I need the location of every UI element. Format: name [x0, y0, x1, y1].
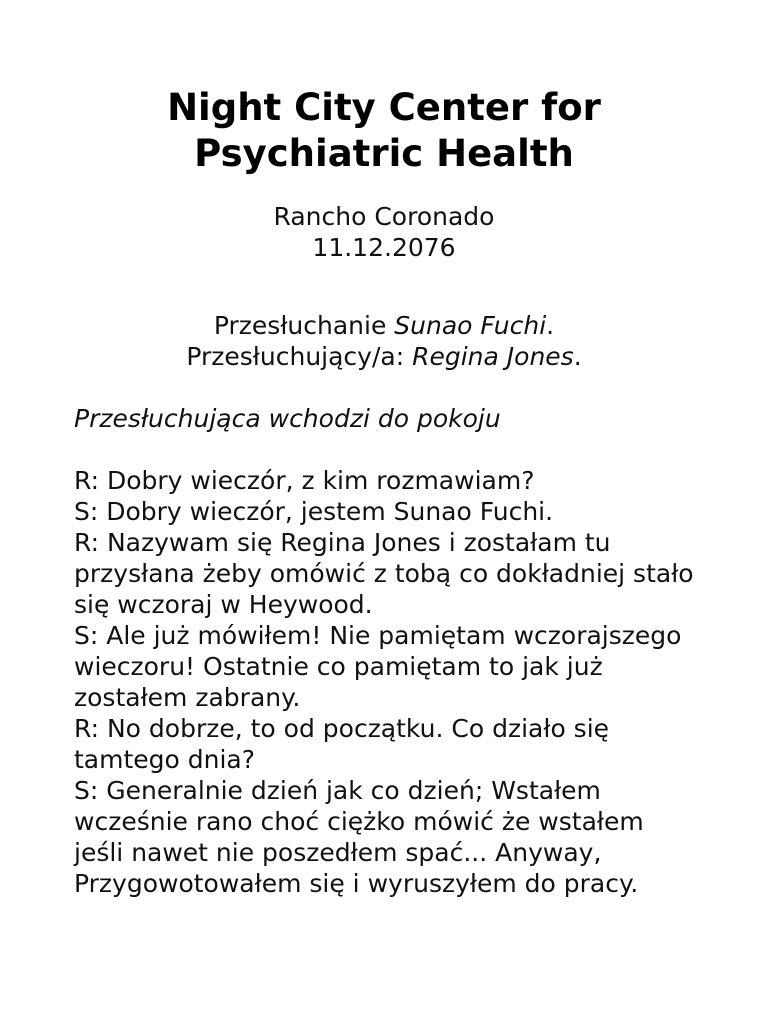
- date: 11.12.2076: [312, 233, 456, 262]
- subject-suffix: .: [546, 311, 555, 340]
- dialogue-line: R: Dobry wieczór, z kim rozmawiam?: [74, 466, 535, 495]
- subject-name: Sunao Fuchi: [394, 311, 547, 340]
- dialogue-transcript: [74, 465, 694, 899]
- interviewer-line: [74, 341, 694, 372]
- dialogue-line: S: Generalnie dzień jak co dzień; Wstałem wcześnie rano choć ciężko mówić że wstałem jeśli nawet nie poszedłem spać... Anyway, Przygowotowałem się i wyruszyłem do pracy.: [74, 776, 644, 898]
- interrogation-info: [74, 310, 694, 372]
- document-title: [74, 85, 694, 177]
- title-line-2: Psychiatric Health: [194, 132, 574, 175]
- location-date-block: [74, 201, 694, 263]
- interviewer-prefix: Przesłuchujący/a:: [186, 342, 413, 371]
- dialogue-line: R: No dobrze, to od początku. Co działo się tamtego dnia?: [74, 714, 610, 774]
- interviewer-name: Regina Jones: [412, 342, 574, 371]
- subject-prefix: Przesłuchanie: [213, 311, 395, 340]
- dialogue-line: S: Ale już mówiłem! Nie pamiętam wczorajszego wieczoru! Ostatnie co pamiętam to jak już zostałem zabrany.: [74, 621, 682, 712]
- stage-direction: Przesłuchująca wchodzi do pokoju: [74, 404, 501, 433]
- subject-line: [74, 310, 694, 341]
- interviewer-suffix: .: [573, 342, 582, 371]
- dialogue-line: R: Nazywam się Regina Jones i zostałam tu przysłana żeby omówić z tobą co dokładniej stało się wczoraj w Heywood.: [74, 528, 694, 619]
- location: Rancho Coronado: [273, 202, 495, 231]
- dialogue-line: S: Dobry wieczór, jestem Sunao Fuchi.: [74, 497, 554, 526]
- title-line-1: Night City Center for: [167, 86, 601, 129]
